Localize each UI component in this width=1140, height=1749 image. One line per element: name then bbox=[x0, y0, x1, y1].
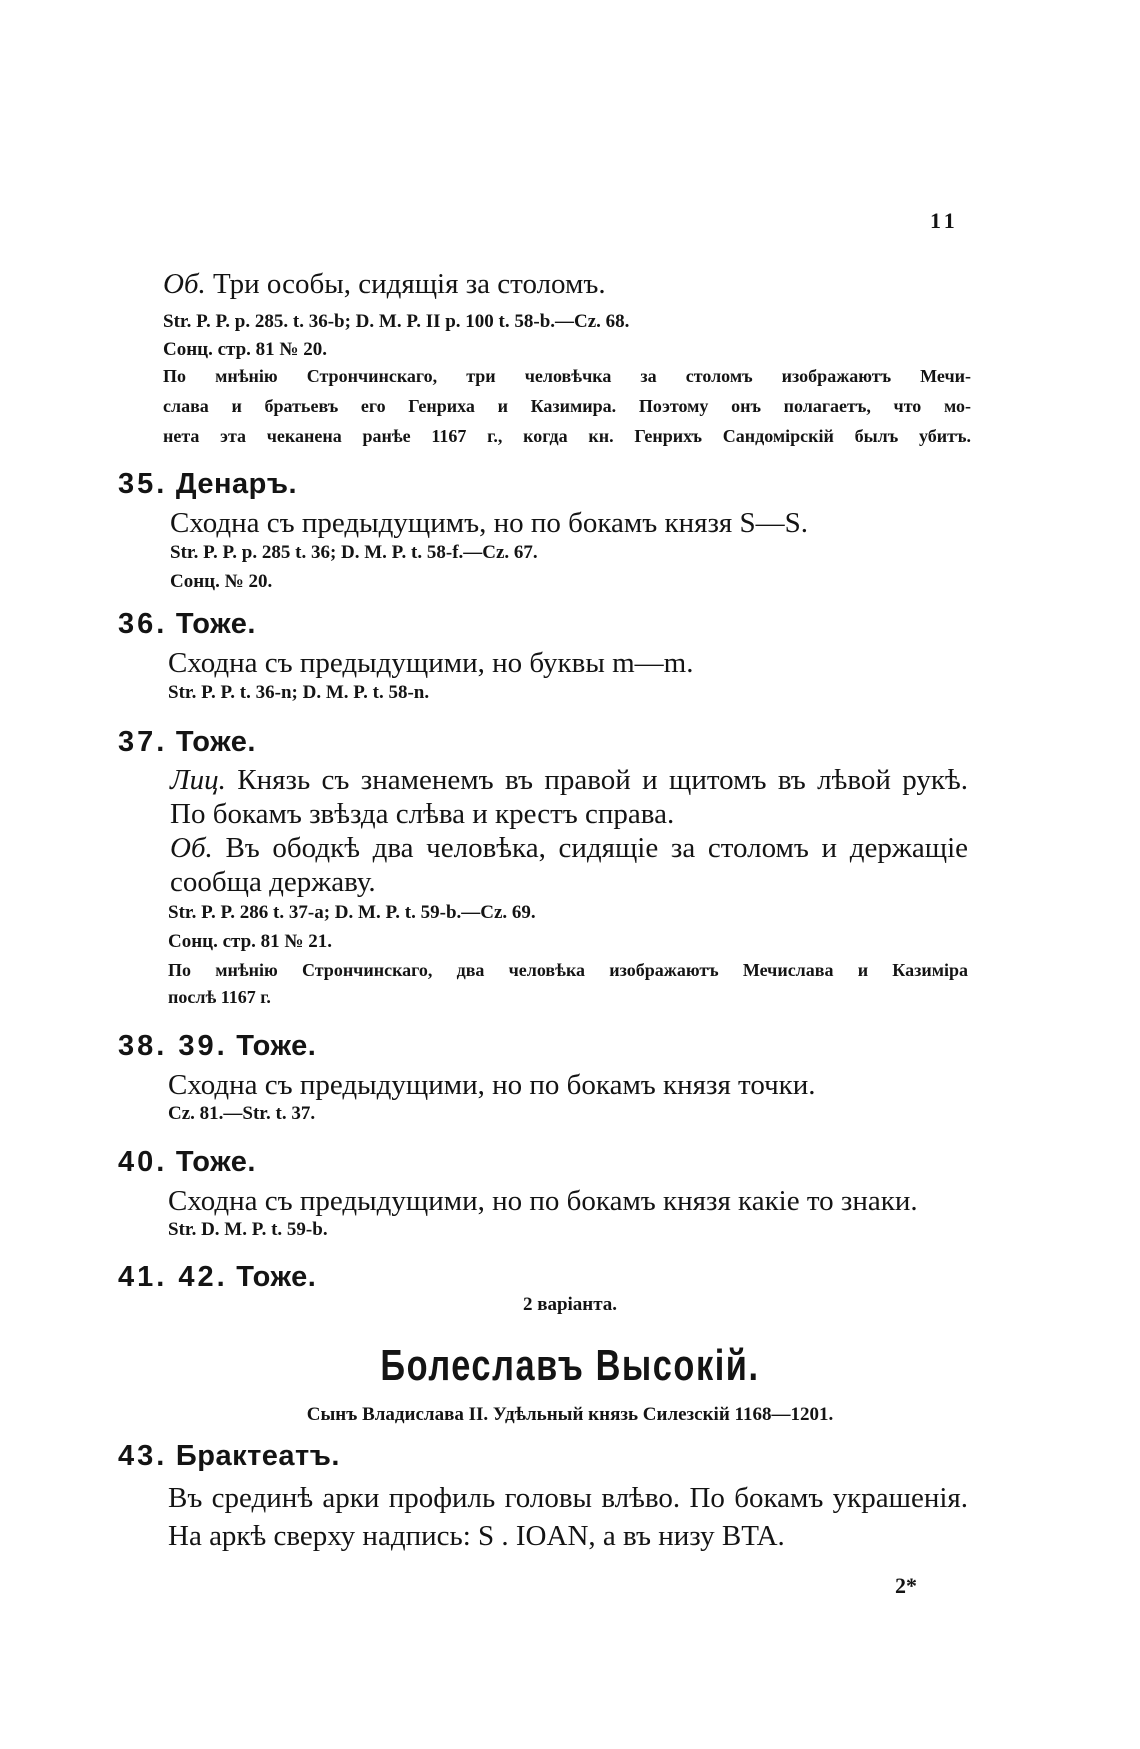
reference-line: Сонц. № 20. bbox=[170, 571, 273, 592]
entry-title: Брактеатъ. bbox=[175, 1440, 340, 1472]
entry-title: Тоже. bbox=[175, 1146, 256, 1178]
reference-line: Str. P. P. 286 t. 37-a; D. M. P. t. 59-b.—Cz. 69. bbox=[168, 902, 536, 923]
entry-title: Тоже. bbox=[175, 726, 256, 758]
page-number: 11 bbox=[930, 208, 959, 233]
reference-line: Str. P. P. t. 36-n; D. M. P. t. 58-n. bbox=[168, 682, 430, 703]
entry-heading-36 bbox=[118, 610, 256, 639]
entry-title: Тоже. bbox=[175, 608, 256, 640]
entry-number: 38. 39. bbox=[118, 1030, 228, 1062]
entry-heading-40 bbox=[118, 1148, 256, 1177]
section-title: Болеславъ Высокій. bbox=[380, 1341, 760, 1390]
entry-number: 35. bbox=[118, 468, 168, 500]
entry-heading-35 bbox=[118, 470, 297, 499]
obverse-label: Об. bbox=[163, 268, 206, 300]
reference-line: Сонц. стр. 81 № 21. bbox=[168, 931, 333, 952]
note-line: По мнѣнію Стрончинскаго, три человѣчка за столомъ изображаютъ Мечи- bbox=[163, 366, 971, 386]
entry-text: Сходна съ предыдущими, но по бокамъ князя какіе то знаки. bbox=[168, 1185, 918, 1217]
entry-text: сообща державу. bbox=[170, 866, 376, 898]
section-subtitle: Сынъ Владислава II. Удѣльный князь Силезскій 1168—1201. bbox=[306, 1404, 834, 1425]
lic-label: Лиц. bbox=[170, 764, 226, 796]
entry-title: Тоже. bbox=[236, 1261, 317, 1293]
note-line: послѣ 1167 г. bbox=[168, 987, 271, 1007]
ob-text: Въ ободкѣ два человѣка, сидящіе за столомъ и держащіе bbox=[225, 832, 969, 864]
variants-note: 2 варіанта. bbox=[522, 1294, 618, 1315]
entry-heading-41-42 bbox=[118, 1263, 316, 1292]
entry-text: Сходна съ предыдущими, но по бокамъ князя точки. bbox=[168, 1069, 816, 1101]
entry-text: На аркѣ сверху надпись: S . IOAN, а въ низу BTA. bbox=[168, 1520, 785, 1552]
entry-text: Сходна съ предыдущими, но буквы m—m. bbox=[168, 647, 694, 679]
entry-text: Сходна съ предыдущимъ, но по бокамъ князя S—S. bbox=[170, 507, 809, 539]
entry-number: 41. 42. bbox=[118, 1261, 228, 1293]
reference-line: Сонц. стр. 81 № 20. bbox=[163, 339, 328, 360]
entry-number: 36. bbox=[118, 608, 168, 640]
obverse-description bbox=[170, 766, 968, 795]
obverse-description bbox=[163, 270, 606, 299]
reference-line: Cz. 81.—Str. t. 37. bbox=[168, 1103, 316, 1124]
entry-heading-38-39 bbox=[118, 1032, 316, 1061]
note-line: нета эта чеканена ранѣе 1167 г., когда кн. Генрихъ Сандомірскій былъ убитъ. bbox=[163, 426, 971, 446]
signature-mark: 2* bbox=[895, 1573, 917, 1598]
reference-line: Str. D. M. P. t. 59-b. bbox=[168, 1219, 328, 1240]
entry-title: Денаръ. bbox=[175, 468, 298, 500]
reverse-description bbox=[170, 834, 968, 863]
entry-number: 37. bbox=[118, 726, 168, 758]
entry-heading-43 bbox=[118, 1442, 340, 1471]
lic-text: Князь съ знаменемъ въ правой и щитомъ въ лѣвой рукѣ. bbox=[237, 764, 968, 796]
entry-text: Въ срединѣ арки профиль головы влѣво. По бокамъ украшенія. bbox=[168, 1482, 968, 1514]
reference-line: Str. P. P. p. 285. t. 36-b; D. M. P. II p. 100 t. 58-b.—Cz. 68. bbox=[163, 311, 630, 332]
note-line: слава и братьевъ его Генриха и Казимира. Поэтому онъ полагаетъ, что мо- bbox=[163, 396, 971, 416]
note-line: По мнѣнію Стрончинскаго, два человѣка изображаютъ Мечислава и Казиміра bbox=[168, 960, 968, 980]
entry-text: По бокамъ звѣзда слѣва и крестъ справа. bbox=[170, 798, 675, 830]
entry-number: 43. bbox=[118, 1440, 168, 1472]
obverse-label: Об. bbox=[170, 832, 213, 864]
obverse-text: Три особы, сидящія за столомъ. bbox=[213, 268, 606, 300]
entry-title: Тоже. bbox=[236, 1030, 317, 1062]
reference-line: Str. P. P. p. 285 t. 36; D. M. P. t. 58-f.—Cz. 67. bbox=[170, 542, 538, 563]
entry-heading-37 bbox=[118, 728, 256, 757]
entry-number: 40. bbox=[118, 1146, 168, 1178]
